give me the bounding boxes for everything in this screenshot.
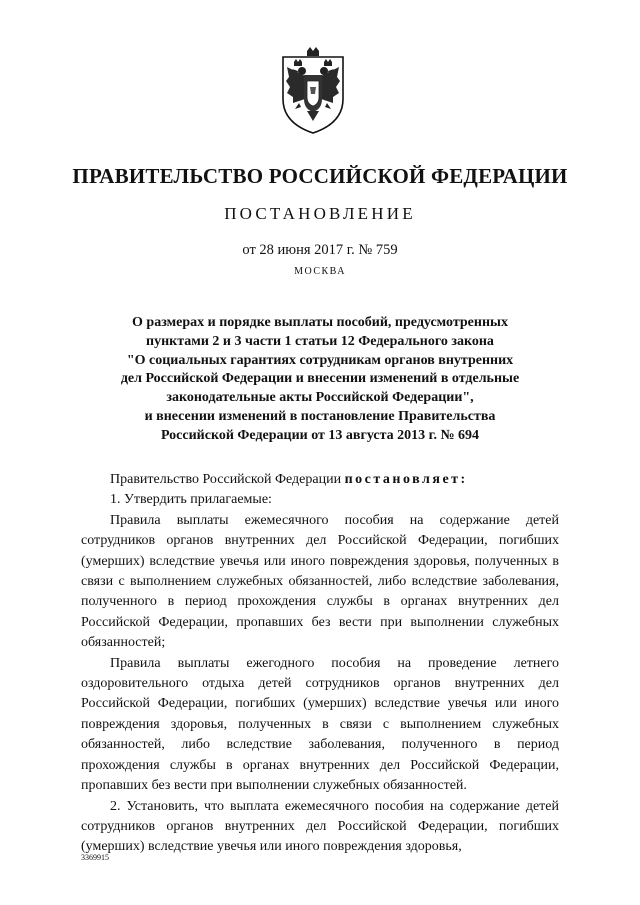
rule-1-paragraph: Правила выплаты ежемесячного пособия на содержание детей сотрудников органов внутренних дел Российской Федерации, погибших (умерших) вследствие увечья или иного повреждения здоровья, полученных в связи с выполнением служебных обязанностей, либо вследствие заболевания, полученного в период прохождения службы в органах внутренних дел Российской Федерации, пропавших без вести при выполнении служебных обязанностей; [81, 512, 559, 651]
intro-text: Правительство Российской Федерации [110, 472, 345, 487]
title-line: Российской Федерации от 13 августа 2013 г. № 694 [160, 427, 480, 443]
document-title [90, 314, 550, 446]
rule-2-paragraph: Правила выплаты ежегодного пособия на проведение летнего оздоровительного отдыха детей сотрудников органов внутренних дел Российской Федерации, погибших (умерших) вследствие увечья или иного повреждения здоровья, полученных в связи с выполнением служебных обязанностей, либо вследствие заболевания, полученного в период прохождения службы в органах внутренних дел Российской Федерации, пропавших без вести при выполнении служебных обязанностей. [81, 655, 559, 794]
document-body [81, 470, 559, 858]
title-line: и внесении изменений в постановление Правительства [144, 408, 496, 424]
issuing-city: МОСКВА [294, 266, 346, 277]
resolves-word: постановляет: [344, 472, 468, 487]
intro-paragraph [81, 470, 559, 490]
title-line: "О социальных гарантиях сотрудникам органов внутренних [126, 352, 514, 368]
item-2: 2. Установить, что выплата ежемесячного пособия на содержание детей сотрудников органов внутренних дел Российской Федерации, погибших (умерших) вследствие увечья или иного повреждения здоровья, [81, 798, 559, 855]
title-line: законодательные акты Российской Федерации", [166, 390, 474, 406]
title-line: пунктами 2 и 3 части 1 статьи 12 Федерального закона [146, 333, 494, 349]
title-line: дел Российской Федерации и внесении изменений в отдельные [120, 371, 520, 387]
document-date-number: от 28 июня 2017 г. № 759 [242, 242, 398, 258]
title-line: О размерах и порядке выплаты пособий, предусмотренных [132, 315, 508, 330]
organization-title: ПРАВИТЕЛЬСТВО РОССИЙСКОЙ ФЕДЕРАЦИИ [72, 164, 568, 188]
footer-code: 3369915 [81, 853, 109, 862]
item-1: 1. Утвердить прилагаемые: [110, 492, 272, 508]
coat-of-arms-emblem [277, 47, 349, 135]
document-type: ПОСТАНОВЛЕНИЕ [224, 204, 416, 223]
